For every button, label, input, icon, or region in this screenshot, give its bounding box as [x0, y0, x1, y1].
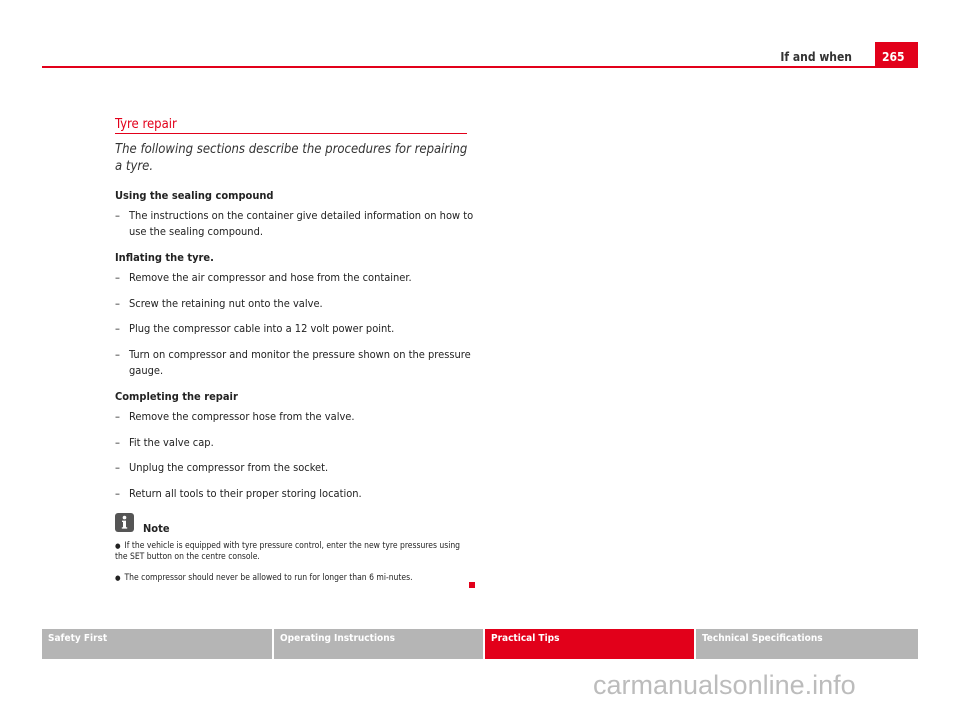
dash-marker: – [115, 487, 120, 500]
note-label: Note [143, 522, 170, 535]
list-item [115, 460, 475, 476]
list-item [115, 435, 475, 451]
footer-tab-safety-first[interactable]: Safety First [42, 629, 272, 659]
dash-marker: – [115, 209, 120, 222]
list-item [115, 321, 475, 337]
note-text: If the vehicle is equipped with tyre pressure control, enter the new tyre pressures using the SET button on the centre console. [115, 541, 461, 562]
list-item [115, 486, 475, 502]
section-title: Tyre repair [115, 117, 177, 132]
dash-marker: – [115, 348, 120, 361]
step-text: Plug the compressor cable into a 12 volt power point. [129, 322, 395, 335]
subhead-completing: Completing the repair [115, 390, 238, 403]
note-item [115, 541, 465, 563]
section-rule [115, 133, 467, 134]
dash-marker: – [115, 297, 120, 310]
header-rule [42, 66, 918, 68]
step-text: Remove the compressor hose from the valve. [129, 410, 355, 423]
list-item [115, 208, 475, 240]
footer-nav [42, 629, 918, 659]
step-text: Unplug the compressor from the socket. [129, 461, 329, 474]
bullet-marker: ● [115, 542, 121, 550]
note-item [115, 573, 465, 584]
dash-marker: – [115, 410, 120, 423]
step-text: Screw the retaining nut onto the valve. [129, 297, 323, 310]
bullet-marker: ● [115, 574, 121, 582]
info-icon [115, 513, 134, 532]
step-text: Fit the valve cap. [129, 436, 214, 449]
dash-marker: – [115, 461, 120, 474]
dash-marker: – [115, 436, 120, 449]
subhead-sealing: Using the sealing compound [115, 189, 274, 202]
dash-marker: – [115, 271, 120, 284]
footer-tab-operating-instructions[interactable]: Operating Instructions [274, 629, 483, 659]
note-text: The compressor should never be allowed to run for longer than 6 mi-nutes. [124, 573, 413, 583]
end-of-section-marker [469, 582, 475, 588]
list-item [115, 270, 475, 286]
page-number: 265 [875, 42, 918, 67]
subhead-inflating: Inflating the tyre. [115, 251, 214, 264]
section-intro: The following sections describe the procedures for repairing a tyre. [115, 142, 468, 174]
dash-marker: – [115, 322, 120, 335]
footer-tab-practical-tips[interactable]: Practical Tips [485, 629, 694, 659]
step-text: Remove the air compressor and hose from the container. [129, 271, 412, 284]
step-text: The instructions on the container give detailed information on how to use the sealing compound. [129, 209, 474, 238]
list-item [115, 296, 475, 312]
list-item [115, 347, 475, 379]
list-item [115, 409, 475, 425]
header-title: If and when [780, 50, 852, 64]
watermark: carmanualsonline.info [593, 670, 856, 700]
footer-tab-technical-specifications[interactable]: Technical Specifications [696, 629, 918, 659]
step-text: Return all tools to their proper storing location. [129, 487, 362, 500]
step-text: Turn on compressor and monitor the pressure shown on the pressure gauge. [129, 348, 471, 377]
